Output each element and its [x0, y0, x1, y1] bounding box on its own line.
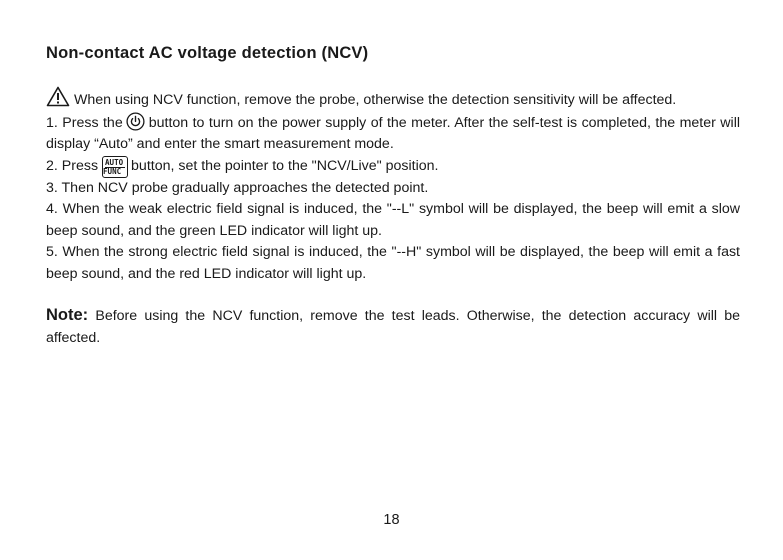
warning-paragraph	[46, 86, 740, 112]
note-label: Note:	[46, 306, 89, 324]
step-5: 5. When the strong electric field signal is induced, the "--H" symbol will be displayed, the beep will emit a fast beep sound, and the red LED indicator will light up.	[46, 244, 740, 282]
step-2-lead: 2. Press	[46, 157, 99, 174]
step-1-lead: 1. Press the	[46, 114, 123, 131]
power-button-icon	[126, 112, 145, 131]
warning-triangle-icon	[46, 86, 70, 107]
func-label: FUNC	[103, 166, 122, 176]
step-3: 3. Then NCV probe gradually approaches the detected point.	[46, 179, 429, 196]
auto-func-button-icon	[102, 156, 128, 178]
section-heading: Non-contact AC voltage detection (NCV)	[46, 44, 369, 62]
step-1-text: button to turn on the power supply of the meter. After the self-test is completed, the meter will display “Auto” and enter the smart measurement mode.	[46, 114, 740, 152]
note-paragraph	[46, 305, 740, 349]
warning-text: When using NCV function, remove the probe, otherwise the detection sensitivity will be affected.	[74, 92, 677, 108]
step-4: 4. When the weak electric field signal is induced, the "--L" symbol will be displayed, the beep will emit a slow beep sound, and the green LED indicator will light up.	[46, 201, 740, 239]
step-1	[46, 112, 740, 156]
note-text: Before using the NCV function, remove the test leads. Otherwise, the detection accuracy will be affected.	[46, 308, 740, 346]
step-2	[46, 156, 740, 178]
step-2-text: button, set the pointer to the "NCV/Live" position.	[131, 157, 439, 174]
page-number: 18	[383, 512, 400, 528]
auto-label: AUTO	[105, 157, 124, 167]
section-body	[46, 86, 740, 349]
